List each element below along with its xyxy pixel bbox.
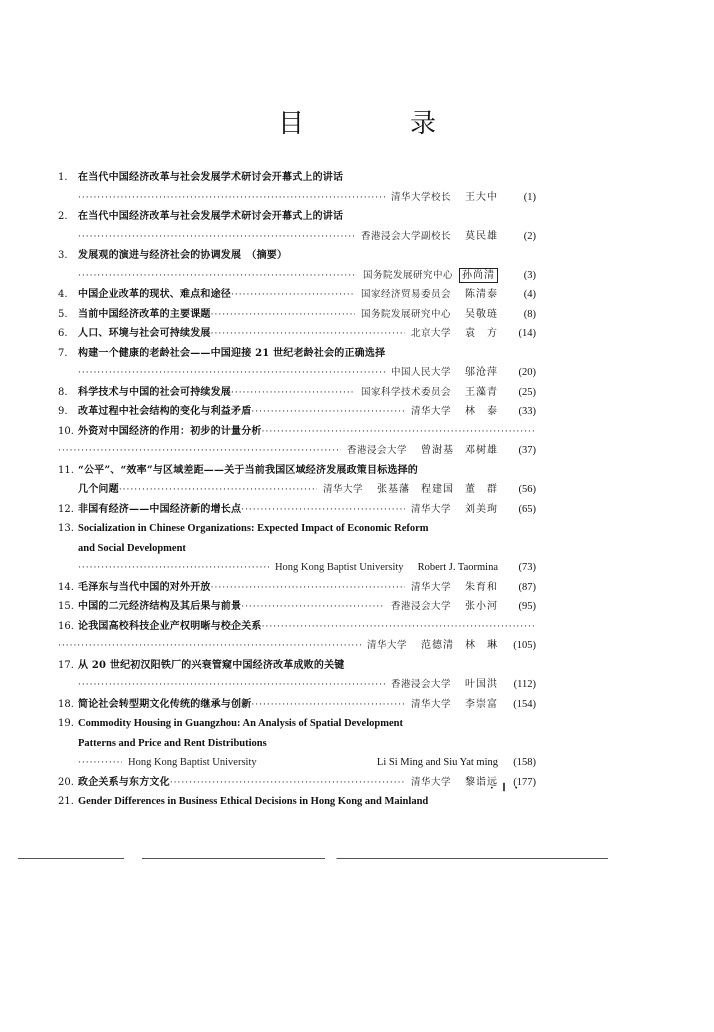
entry-institution: 香港浸会大学 [390, 679, 451, 690]
entry-number: 6. [58, 328, 68, 339]
entry-author: 朱育和 [465, 581, 498, 593]
toc-entry [58, 714, 536, 773]
entry-author: 李崇富 [465, 698, 498, 710]
entry-number: 18. [58, 698, 74, 710]
entry-title: 毛泽东与当代中国的对外开放 [78, 581, 211, 593]
entry-title: 中国的二元经济结构及其后果与前景 [78, 601, 242, 612]
entry-page: (33) [518, 406, 536, 417]
entry-page: (37) [518, 445, 536, 456]
entry-number: 2. [58, 211, 68, 222]
entry-number: 12. [58, 503, 74, 515]
toc-entry [58, 168, 536, 207]
entry-page: (4) [523, 289, 536, 300]
entry-page: (14) [518, 328, 536, 339]
page-title: 目 录 [277, 109, 476, 139]
entry-page: (8) [523, 308, 536, 320]
entry-page: (2) [523, 230, 536, 242]
entry-institution: 香港浸会大学 [346, 445, 407, 456]
entry-title-continued: Patterns and Price and Rent Distributions [78, 737, 267, 749]
dot-leader [58, 442, 341, 462]
entry-number: 19. [58, 718, 74, 729]
dot-leader [170, 774, 405, 794]
entry-number: 9. [58, 406, 68, 417]
entry-author: 曾澍基 邓树雄 [421, 445, 498, 456]
entry-title: Commodity Housing in Guangzhou: An Analysis of Spatial Development [78, 718, 403, 729]
entry-title: Gender Differences in Business Ethical Decisions in Hong Kong and Mainland [78, 796, 429, 807]
table-of-contents [58, 168, 536, 812]
entry-page: (20) [518, 367, 536, 378]
toc-entry [58, 207, 536, 246]
entry-title: 论我国高校科技企业产权明晰与校企关系 [78, 620, 262, 632]
dot-leader [211, 325, 405, 345]
entry-number: 4. [58, 289, 68, 300]
entry-title: 科学技术与中国的社会可持续发展 [78, 386, 231, 398]
entry-author: 吴敬琏 [465, 308, 498, 320]
entry-author: 陈清泰 [465, 289, 498, 300]
entry-institution: 国务院发展研究中心 [360, 308, 451, 320]
entry-number: 14. [58, 581, 74, 593]
dot-leader [262, 618, 536, 638]
entry-number: 7. [58, 347, 68, 359]
entry-title: 外资对中国经济的作用：初步的计量分析 [78, 425, 262, 437]
toc-entry [58, 285, 536, 305]
entry-institution: 国家科学技术委员会 [360, 386, 451, 398]
entry-author: 邬沧萍 [465, 367, 498, 378]
entry-number: 15. [58, 601, 74, 612]
toc-entry [58, 246, 536, 285]
scan-edge-line [18, 858, 608, 859]
toc-entry [58, 519, 536, 578]
entry-author: 王大中 [465, 191, 498, 203]
entry-author: Li Si Ming and Siu Yat ming [376, 757, 498, 768]
entry-author: 范德清 林 琳 [421, 640, 498, 651]
entry-author: 王藻青 [465, 386, 498, 398]
dot-leader [78, 189, 385, 209]
entry-author: 刘美珣 [465, 503, 498, 515]
dot-leader [78, 559, 269, 579]
dot-leader [231, 384, 355, 404]
toc-entry [58, 344, 536, 383]
dot-leader [58, 637, 361, 657]
toc-entry [58, 792, 536, 812]
entry-page: (65) [518, 503, 536, 515]
entry-author: 黎诣远 [465, 776, 498, 788]
entry-title: 政企关系与东方文化 [78, 776, 170, 788]
entry-title: 简论社会转型期文化传统的继承与创新 [78, 698, 252, 710]
entry-institution: 清华大学 [410, 581, 451, 593]
toc-entry [58, 695, 536, 715]
entry-institution: 香港浸会大学副校长 [360, 230, 451, 242]
entry-number: 11. [58, 464, 74, 476]
entry-page: (25) [518, 386, 536, 398]
entry-institution: Hong Kong Baptist University [128, 757, 257, 768]
toc-entry [58, 402, 536, 422]
entry-number: 3. [58, 250, 68, 261]
entry-title: 构建一个健康的老龄社会——中国迎接 21 世纪老龄社会的正确选择 [78, 347, 386, 359]
toc-entry [58, 383, 536, 403]
entry-number: 21. [58, 796, 74, 807]
dot-leader [241, 501, 405, 521]
entry-institution: 清华大学 [366, 640, 407, 651]
toc-entry [58, 305, 536, 325]
entry-institution: Hong Kong Baptist University [274, 562, 404, 573]
entry-title: 当前中国经济改革的主要课题 [78, 308, 211, 320]
dot-leader [78, 267, 357, 287]
entry-title: 在当代中国经济改革与社会发展学术研讨会开幕式上的讲话 [78, 211, 344, 222]
entry-number: 10. [58, 425, 74, 437]
entry-title: “公平”、“效率”与区域差距——关于当前我国区域经济发展政策目标选择的 [78, 464, 419, 476]
entry-page: (95) [518, 601, 536, 612]
dot-leader [78, 676, 385, 696]
entry-number: 16. [58, 620, 74, 632]
entry-institution: 北京大学 [410, 328, 451, 339]
dot-leader [251, 696, 405, 716]
entry-author: 林 泰 [465, 406, 498, 417]
entry-page: (112) [513, 679, 536, 690]
entry-number: 13. [58, 523, 74, 534]
entry-title: 非国有经济——中国经济新的增长点 [78, 503, 242, 515]
entry-institution: 清华大学校长 [390, 191, 451, 203]
entry-number: 5. [58, 308, 68, 320]
entry-author: 叶国洪 [465, 679, 498, 690]
entry-institution: 国务院发展研究中心 [362, 269, 453, 281]
entry-number: 8. [58, 386, 68, 398]
entry-author: 莫民雄 [465, 230, 498, 242]
entry-page: (177) [513, 776, 536, 788]
entry-title: 从 20 世纪初汉阳铁厂的兴衰管窥中国经济改革成败的关键 [78, 659, 345, 671]
entry-institution: 国家经济贸易委员会 [360, 289, 451, 300]
dot-leader [251, 403, 405, 423]
entry-number: 1. [58, 172, 68, 183]
toc-entry [58, 461, 536, 500]
toc-entry [58, 597, 536, 617]
entry-number: 20. [58, 776, 74, 788]
toc-entry [58, 422, 536, 461]
dot-leader [78, 228, 355, 248]
entry-author: 张小河 [465, 601, 498, 612]
entry-page: (87) [518, 581, 536, 593]
entry-page: (1) [523, 191, 536, 203]
entry-page: (3) [523, 269, 536, 281]
entry-title: 中国企业改革的现状、难点和途径 [78, 289, 231, 300]
dot-leader [119, 481, 317, 501]
dot-leader [262, 423, 536, 443]
toc-entry [58, 500, 536, 520]
toc-entry [58, 656, 536, 695]
page-folio: · Ⅰ · [490, 782, 522, 794]
toc-entry [58, 773, 536, 793]
entry-page: (158) [513, 757, 536, 768]
entry-author: 孙尚清 [459, 268, 498, 283]
dot-leader [211, 306, 355, 326]
entry-page: (105) [513, 640, 536, 651]
toc-entry [58, 578, 536, 598]
entry-title: 人口、环境与社会可持续发展 [78, 328, 211, 339]
dot-leader [241, 598, 385, 618]
entry-title: Socialization in Chinese Organizations: Expected Impact of Economic Reform [78, 523, 429, 534]
entry-institution: 清华大学 [410, 776, 451, 788]
entry-title: 在当代中国经济改革与社会发展学术研讨会开幕式上的讲话 [78, 172, 344, 183]
dot-leader [211, 579, 405, 599]
dot-leader [78, 754, 122, 774]
dot-leader [231, 286, 355, 306]
entry-institution: 清华大学 [322, 484, 363, 495]
dot-leader [78, 364, 385, 384]
entry-author: 张基藩 程建国 董 群 [377, 484, 498, 495]
entry-title-continued: and Social Development [78, 542, 186, 554]
entry-institution: 清华大学 [410, 698, 451, 710]
entry-institution: 中国人民大学 [390, 367, 451, 378]
entry-page: (73) [518, 562, 536, 573]
entry-author: Robert J. Taormina [417, 562, 498, 573]
entry-institution: 香港浸会大学 [390, 601, 451, 612]
toc-entry [58, 617, 536, 656]
entry-page: (154) [513, 698, 536, 710]
entry-author: 袁 方 [465, 328, 498, 339]
entry-title: 改革过程中社会结构的变化与利益矛盾 [78, 406, 252, 417]
entry-institution: 清华大学 [410, 406, 451, 417]
entry-title-continued: 几个问题 [78, 484, 119, 495]
toc-entry [58, 324, 536, 344]
entry-page: (56) [518, 484, 536, 495]
entry-title: 发展观的演进与经济社会的协调发展 （摘要） [78, 250, 288, 261]
entry-number: 17. [58, 659, 74, 671]
entry-institution: 清华大学 [410, 503, 451, 515]
